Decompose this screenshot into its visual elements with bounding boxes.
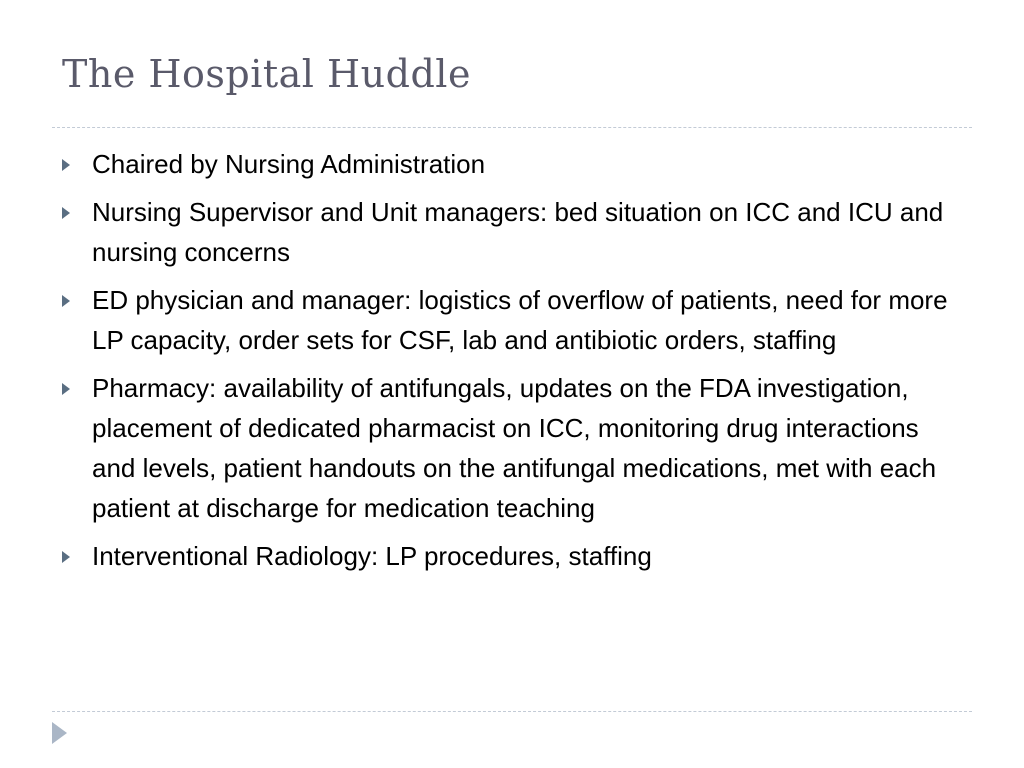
triangle-right-icon (62, 383, 70, 395)
bullet-text: ED physician and manager: logistics of overflow of patients, need for more LP capacity, order sets for CSF, lab and antibiotic orders, staffing (92, 285, 948, 355)
triangle-right-icon (62, 159, 70, 171)
bullet-item (62, 368, 962, 528)
bullet-text: Interventional Radiology: LP procedures, staffing (92, 541, 652, 571)
footer-divider (52, 711, 972, 712)
title-divider (52, 127, 972, 128)
bullet-item (62, 280, 962, 360)
bullet-text: Chaired by Nursing Administration (92, 149, 486, 179)
bullet-item (62, 192, 962, 272)
play-arrow-icon[interactable] (52, 722, 67, 744)
bullet-item (62, 144, 962, 184)
triangle-right-icon (62, 207, 70, 219)
triangle-right-icon (62, 295, 70, 307)
bullet-text: Pharmacy: availability of antifungals, updates on the FDA investigation, placement of dedicated pharmacist on ICC, monitoring drug interactions and levels, patient handouts on the antifungal medications, met with each patient at discharge for medication teaching (92, 373, 937, 523)
bullet-text: Nursing Supervisor and Unit managers: bed situation on ICC and ICU and nursing concerns (92, 197, 944, 267)
triangle-right-icon (62, 551, 70, 563)
slide-title: The Hospital Huddle (62, 52, 471, 96)
bullet-item (62, 536, 962, 576)
bullet-list (62, 144, 962, 584)
